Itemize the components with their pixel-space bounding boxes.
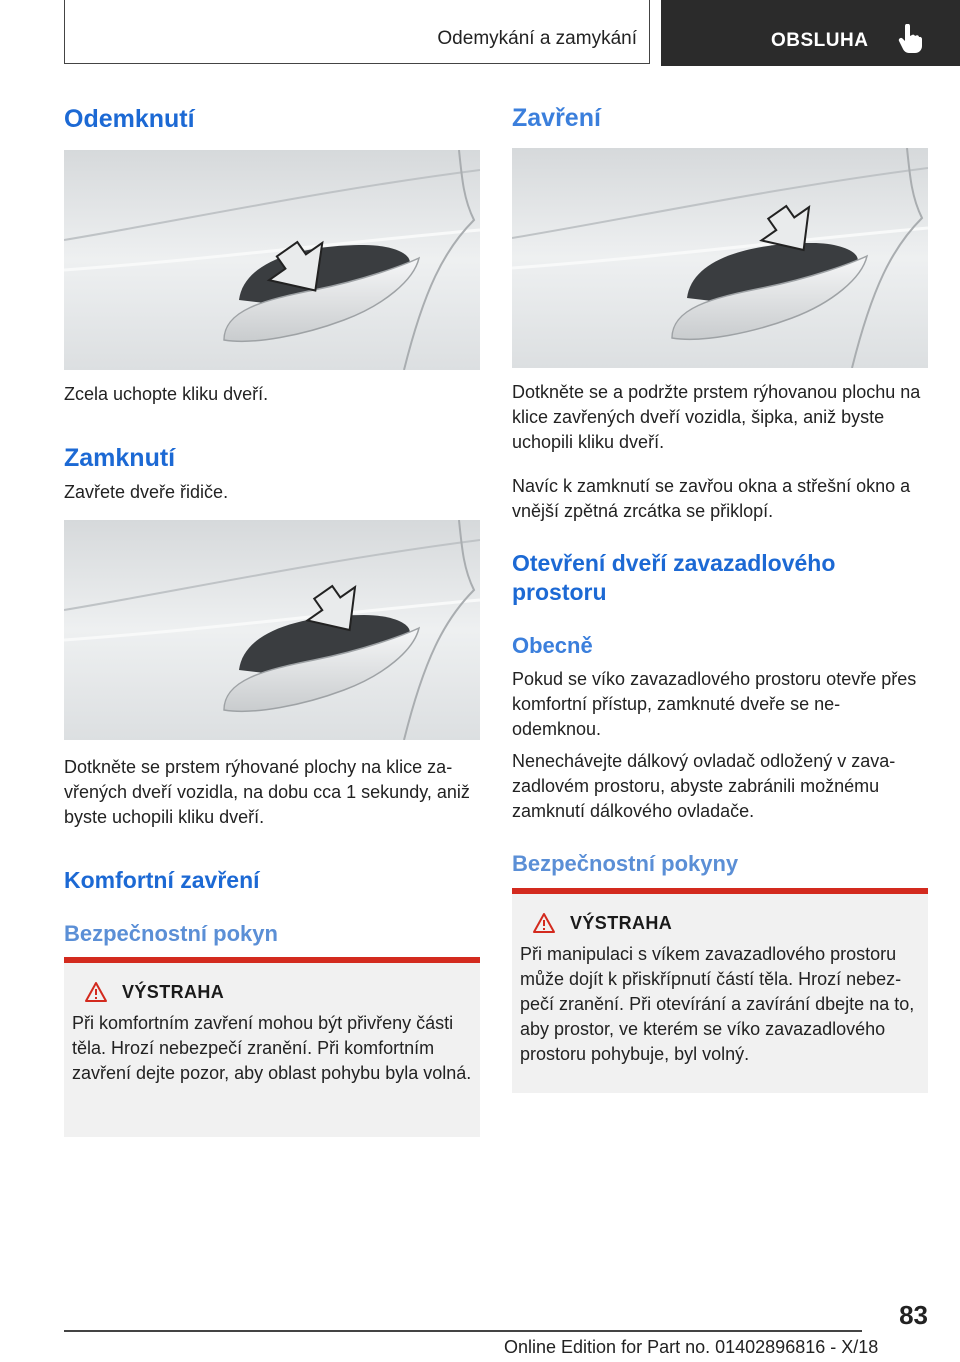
pointing-hand-icon: [897, 24, 923, 54]
warning-text: Při manipulaci s víkem zavazadlového prostoru může dojít k přiskřípnutí částí těla. Hrozí nebez-pečí zranění. Při otevírání a zavírání dbejte na to, aby prostor, ve kterém se víko zavazadlového prostoru pohybuje, byl volný.: [520, 944, 915, 1064]
warning-title: [84, 981, 472, 1003]
door-handle-photo-unlock: [64, 150, 480, 370]
warning-box-trunk: [512, 888, 928, 1093]
footer-rule: [64, 1330, 862, 1332]
warning-label: VÝSTRAHA: [122, 981, 225, 1002]
section-label: OBSLUHA: [771, 30, 869, 51]
chapter-title: Odemykání a zamykání: [437, 28, 637, 49]
lock-text: Zavřete dveře řidiče.: [64, 482, 229, 502]
trunk-heading: Otevření dveří zavazadlového prostoru: [512, 550, 836, 605]
warning-title: [532, 912, 920, 934]
lock-heading: Zamknutí: [64, 444, 176, 472]
close-heading: Zavření: [512, 104, 601, 132]
safety-notes-heading: Bezpečnostní pokyny: [512, 851, 739, 876]
page-number: 83: [899, 1300, 928, 1330]
safety-note-heading: Bezpečnostní pokyn: [64, 921, 278, 946]
warning-label: VÝSTRAHA: [570, 912, 673, 933]
warning-text: Při komfortním zavření mohou být přivřeny části těla. Hrozí nebezpečí zranění. Při komfortním zavření dejte pozor, aby oblast pohybu byla volná.: [72, 1013, 472, 1083]
general-paragraph-2: Nenechávejte dálkový ovladač odložený v zava-zadlovém prostoru, abyste zabránili možnému zamknutí dálkového ovladače.: [512, 751, 896, 821]
comfort-close-heading: Komfortní zavření: [64, 867, 260, 893]
header-frame: [64, 0, 650, 64]
warning-box-comfort: [64, 957, 480, 1137]
lock-caption: Dotkněte se prstem rýhované plochy na klice za-vřených dveří vozidla, na dobu cca 1 sekundy, aniž byste uchopili kliku dveří.: [64, 757, 470, 827]
section-tab: [661, 0, 960, 66]
door-handle-photo-close: [512, 148, 928, 368]
unlock-caption: Zcela uchopte kliku dveří.: [64, 384, 269, 404]
close-extra-text: Navíc k zamknutí se zavřou okna a střešní okno a vnější zpětná zrcátka se přiklopí.: [512, 476, 911, 521]
close-caption: Dotkněte se a podržte prstem rýhovanou plochu na klice zavřených dveří vozidla, šipka, aniž byste uchopili kliku dveří.: [512, 382, 921, 452]
warning-triangle-icon: [532, 912, 556, 934]
edition-note: Online Edition for Part no. 01402896816 - X/18: [504, 1337, 879, 1357]
warning-triangle-icon: [84, 981, 108, 1003]
general-heading: Obecně: [512, 633, 593, 658]
door-handle-photo-lock: [64, 520, 480, 740]
general-paragraph-1: Pokud se víko zavazadlového prostoru otevře přes komfortní přístup, zamknuté dveře se ne-odemknou.: [512, 669, 917, 739]
unlock-heading: Odemknutí: [64, 105, 195, 133]
